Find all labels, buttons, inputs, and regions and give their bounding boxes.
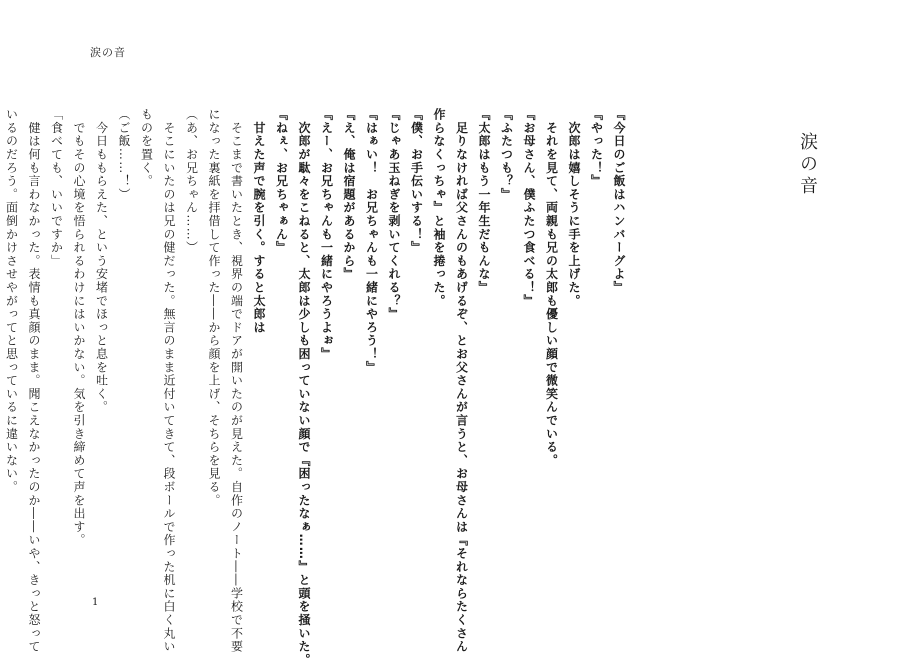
text-line: 『はぁい！ お兄ちゃんも一緒にやろう！』 <box>364 108 379 374</box>
text-line: 次郎が駄々をこねると、太郎は少しも困っていない顔で『困ったなぁ……』と頭を掻いた。 <box>297 108 311 667</box>
text-line: 作らなくっちゃ』と袖を捲った。 <box>432 108 446 308</box>
running-header: 涙の音 <box>90 46 126 59</box>
text-line: 足りなければ父さんのもあげるぞ、とお父さんが言うと、お母さんは『それならたくさん <box>454 108 469 654</box>
text-line: 『お母さん、僕ふたつ食べる！』 <box>522 108 536 308</box>
text-line: 健は何も言わなかった。表情も真顔のまま。聞こえなかったのか――いや、きっと怒って <box>27 108 41 654</box>
text-line: （あ、お兄ちゃん……） <box>184 108 199 255</box>
text-line: 『え、俺は宿題があるから』 <box>342 108 356 281</box>
text-line: 今日ももらえた、という安堵でほっと息を吐く。 <box>94 108 109 414</box>
text-line: そこまで書いたとき、視界の端でドアが開いたのが見えた。自作のノート――学校で不要 <box>229 108 244 654</box>
text-line: そこにいたのは兄の健だった。無言のまま近付いてきて、段ボールで作った机に白く丸い <box>162 108 176 654</box>
text-line: 『えー、お兄ちゃんも一緒にやろうよぉ』 <box>319 108 334 361</box>
text-line: 『じゃあ玉ねぎを剥いてくれる？』 <box>387 108 401 321</box>
text-line: いるのだろう。面倒かけさせやがってと思っているに違いない。 <box>4 108 19 494</box>
text-line: ものを置く。 <box>139 108 154 188</box>
text-line: 甘えた声で腕を引く。すると太郎は <box>252 108 266 335</box>
text-line: 『ねぇ、お兄ちゃぁん』 <box>274 108 289 255</box>
page-number: 1 <box>92 597 99 608</box>
chapter-title: 涙の音 <box>797 132 818 198</box>
text-line: 『やった！』 <box>589 108 604 188</box>
text-line: 『太郎はもう一年生だもんな』 <box>477 108 491 295</box>
text-line: 『僕、お手伝いする！』 <box>409 108 424 255</box>
text-line: 『ふたつも？』 <box>499 108 514 202</box>
text-line: 次郎は嬉しそうに手を上げた。 <box>567 108 581 308</box>
text-line: （ご飯……！） <box>117 108 131 202</box>
body-text <box>4 108 630 667</box>
text-line: になった裏紙を拝借して作った――から顔を上げ、そちらを見る。 <box>207 108 221 507</box>
text-line: 『今日のご飯はハンバーグよ』 <box>612 108 626 295</box>
text-line: でもその心境を悟られるわけにはいかない。気を引き締めて声を出す。 <box>72 108 86 547</box>
text-line: それを見て、両親も兄の太郎も優しい顔で微笑んでいる。 <box>544 108 559 468</box>
text-line: 「食べても、いいですか」 <box>49 108 64 268</box>
